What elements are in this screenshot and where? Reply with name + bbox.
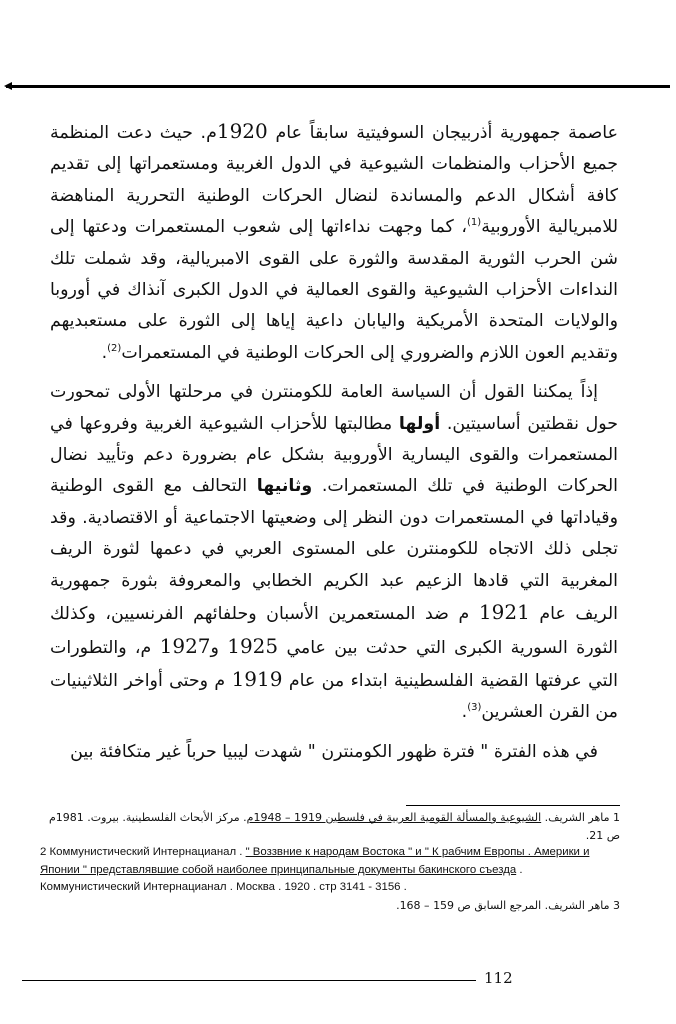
year-number: 1919 xyxy=(231,666,283,691)
paragraph-1 xyxy=(50,116,618,369)
footnote-rule xyxy=(406,805,620,806)
footnote-number: 1 xyxy=(613,811,620,824)
text-run: عاصمة جمهورية أذربيجان السوفيتية سابقاً عام xyxy=(267,123,618,143)
footnotes xyxy=(40,809,620,914)
footnote-number: 2 xyxy=(40,846,47,858)
text-run: م وحتى أواخر الثلاثينيات من القرن العشرين xyxy=(50,670,618,723)
bold-term: أولها xyxy=(398,413,441,434)
footnote-text: Коммунистический Интернацианал . xyxy=(49,846,246,858)
year-number: 1927 xyxy=(159,633,211,658)
text-run: . xyxy=(101,342,108,363)
footnote-marker: (1) xyxy=(467,217,482,229)
text-run: إذاً يمكننا القول أن السياسة العامة للكومنترن في مرحلتها الأولى تمحورت حول نقطتين أساسيتين. xyxy=(50,382,619,434)
footnote-title: الشيوعية والمسألة القومية العربية في فلسطين 1919 – 1948م xyxy=(246,811,542,824)
text-run: م. حيث دعت المنظمة جميع الأحزاب والمنظمات الشيوعية في الدول الغربية ومستعمراتها إلى تقديم كافة أشكال الدعم والمساندة لنضال الحركات الوطنية التحررية المناهضة للامبريالية الأوروبية xyxy=(50,123,618,238)
year-number: 1921 xyxy=(478,600,530,625)
text-run: ، كما وجهت نداءاتها إلى شعوب المستعمرات ودعتها إلى شن الحرب الثورية المقدسة والثورة على القوى الامبريالية، وقد شملت تلك النداءات الأحزاب الشيوعية والقوى العمالية في الدول الكبرى آنذاك في أوروبا والولايات المتحدة الأمريكية واليابان داعية إياها إلى الثورة على مستعبديهم وتقديم العون اللازم والضروري إلى الحركات الوطنية في المستعمرات xyxy=(50,217,618,363)
paragraph-2 xyxy=(50,377,618,728)
text-run: التحالف مع القوى الوطنية وقياداتها في المستعمرات دون النظر إلى وضعيتها الاجتماعية أو الاقتصادية. وقد تجلى ذلك الاتجاه للكومنترن على المستوى العربي في دعمها لثورة الريف المغربية التي قادها الزعيم عبد الكريم الخطابي والمعروفة بثورة جمهورية الريف عام xyxy=(50,476,618,625)
year-number: 1920 xyxy=(216,119,268,143)
text-run: و xyxy=(210,637,228,658)
bold-term: وثانيها xyxy=(256,476,313,497)
footer-rule xyxy=(22,980,476,981)
footnote-marker: (2) xyxy=(107,343,122,355)
footnote-author: ماهر الشريف. xyxy=(541,811,610,824)
page-number: 112 xyxy=(484,969,513,987)
footnote-title: " Воззвние к народам Востока " и " К рабчим Европы . Америки и Японии " представлявшие собой наиболее принципальные документы бакинского съезда xyxy=(40,846,590,876)
footnote-marker: (3) xyxy=(467,702,482,714)
footnote-number: 3 xyxy=(613,898,620,912)
text-run: . xyxy=(461,702,468,723)
footnote-1 xyxy=(40,809,620,844)
paragraph-3 xyxy=(50,737,618,768)
year-number: 1925 xyxy=(227,633,279,658)
text-run: مطالبتها للأحزاب الشيوعية الغربية وفروعها في المستعمرات والقوى اليسارية الأوروبية بشكل عام بضرورة دعم وتأييد نضال الحركات الوطنية في تلك المستعمرات. xyxy=(50,413,618,497)
footnote-text: . مركز الأبحاث الفلسطينية. بيروت. 1981م ص 21. xyxy=(48,811,620,842)
footnote-3 xyxy=(40,897,620,915)
text-run: م ضد المستعمرين الأسبان وحلفائهم الفرنسيين، وكذلك الثورة السورية الكبرى التي حدثت بين عامي xyxy=(50,604,618,658)
footnote-2 xyxy=(40,844,620,897)
footnote-text: . Коммунистический Интернацианал . Москва . 1920 . стр 3141 - 3156 . xyxy=(40,863,523,893)
main-text xyxy=(50,116,618,768)
text-run: م، والتطورات التي عرفتها القضية الفلسطينية ابتداء من عام xyxy=(50,637,618,691)
text-run: في هذه الفترة " فترة ظهور الكومنترن " شهدت ليبيا حرباً غير متكافئة بين xyxy=(70,741,598,762)
header-rule xyxy=(6,85,670,88)
footnote-text: ماهر الشريف. المرجع السابق ص 159 – 168. xyxy=(396,898,610,912)
